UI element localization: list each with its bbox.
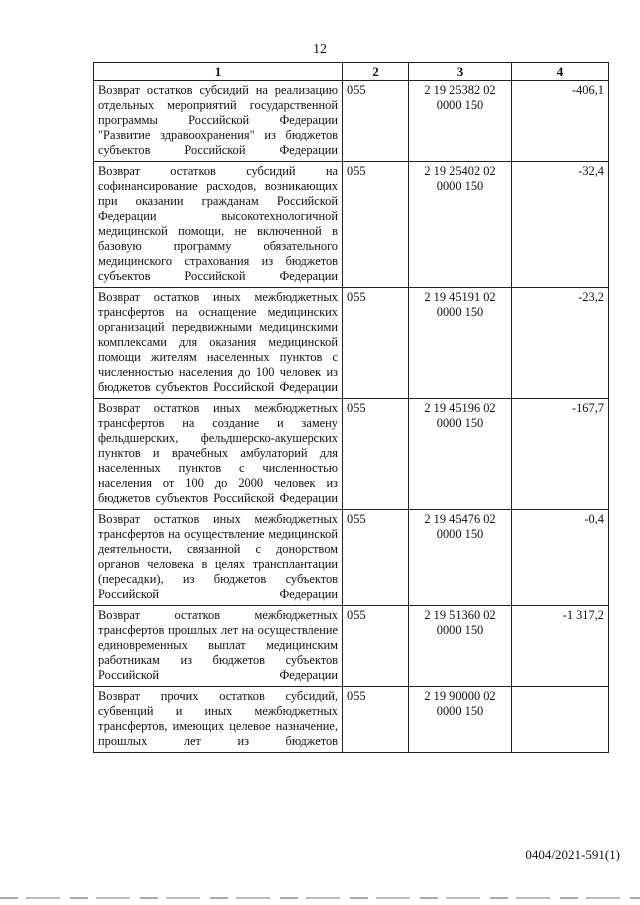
- row-amount: [512, 687, 609, 753]
- table-row: [94, 162, 609, 288]
- budget-table: [93, 62, 609, 753]
- row-name: Возврат остатков иных межбюджетных трансфертов на осуществление медицинской деятельности, связанной с донорством органов человека в целях трансплантации (пересадки), из бюджетов субъектов Российской Федерации: [94, 510, 343, 606]
- budget-code-line1: 2 19 90000 02: [424, 689, 496, 703]
- row-budget-code: [409, 288, 512, 399]
- budget-code-line1: 2 19 45191 02: [424, 290, 496, 304]
- scan-edge-artifact: [0, 897, 640, 899]
- budget-code-line1: 2 19 25402 02: [424, 164, 496, 178]
- row-amount: -23,2: [512, 288, 609, 399]
- row-amount: -167,7: [512, 399, 609, 510]
- row-admin-code: 055: [343, 288, 409, 399]
- budget-code-line2: 0000 150: [436, 179, 484, 193]
- row-budget-code: [409, 510, 512, 606]
- budget-code-line1: 2 19 51360 02: [424, 608, 496, 622]
- column-header-name: 1: [94, 63, 343, 81]
- page-number: 12: [313, 42, 327, 57]
- budget-code-line2: 0000 150: [436, 623, 484, 637]
- table-row: [94, 510, 609, 606]
- row-admin-code: 055: [343, 687, 409, 753]
- column-header-budget-code: 3: [409, 63, 512, 81]
- row-name: Возврат остатков иных межбюджетных трансфертов на создание и замену фельдшерских, фельдшерско-акушерских пунктов и врачебных амбулаторий для населенных пунктов с численностью населения от 100 до 2000 человек из бюджетов субъектов Российской Федерации: [94, 399, 343, 510]
- row-name: Возврат остатков иных межбюджетных трансфертов на оснащение медицинских организаций передвижными медицинскими комплексами для оказания медицинской помощи жителям населенных пунктов с численностью населения до 100 человек из бюджетов субъектов Российской Федерации: [94, 288, 343, 399]
- table-row: [94, 288, 609, 399]
- table-row: [94, 606, 609, 687]
- budget-code-line2: 0000 150: [436, 416, 484, 430]
- row-amount: -406,1: [512, 81, 609, 162]
- row-name: Возврат остатков субсидий на реализацию отдельных мероприятий государственной программы Российской Федерации "Развитие здравоохранения" из бюджетов субъектов Российской Федерации: [94, 81, 343, 162]
- column-header-amount: 4: [512, 63, 609, 81]
- budget-code-line1: 2 19 45196 02: [424, 401, 496, 415]
- column-header-admin-code: 2: [343, 63, 409, 81]
- table-row: [94, 687, 609, 753]
- row-admin-code: 055: [343, 162, 409, 288]
- budget-code-line2: 0000 150: [436, 704, 484, 718]
- budget-code-line2: 0000 150: [436, 527, 484, 541]
- row-budget-code: [409, 399, 512, 510]
- row-admin-code: 055: [343, 81, 409, 162]
- row-budget-code: [409, 162, 512, 288]
- row-name: Возврат прочих остатков субсидий, субвенций и иных межбюджетных трансфертов, имеющих целевое назначение, прошлых лет из бюджетов: [94, 687, 343, 753]
- row-admin-code: 055: [343, 510, 409, 606]
- row-amount: -32,4: [512, 162, 609, 288]
- row-budget-code: [409, 81, 512, 162]
- table-row: [94, 81, 609, 162]
- budget-code-line2: 0000 150: [436, 98, 484, 112]
- row-name: Возврат остатков межбюджетных трансфертов прошлых лет на осуществление единовременных выплат медицинским работникам из бюджетов субъектов Российской Федерации: [94, 606, 343, 687]
- table-header-row: [94, 63, 609, 81]
- row-admin-code: 055: [343, 399, 409, 510]
- row-budget-code: [409, 606, 512, 687]
- document-code: 0404/2021-591(1): [525, 847, 620, 862]
- row-budget-code: [409, 687, 512, 753]
- row-amount: -1 317,2: [512, 606, 609, 687]
- row-name: Возврат остатков субсидий на софинансирование расходов, возникающих при оказании гражданам Российской Федерации высокотехнологичной медицинской помощи, не включенной в базовую программу обязательного медицинского страхования из бюджетов субъектов Российской Федерации: [94, 162, 343, 288]
- budget-code-line1: 2 19 25382 02: [424, 83, 496, 97]
- table-row: [94, 399, 609, 510]
- row-amount: -0,4: [512, 510, 609, 606]
- budget-code-line2: 0000 150: [436, 305, 484, 319]
- budget-code-line1: 2 19 45476 02: [424, 512, 496, 526]
- row-admin-code: 055: [343, 606, 409, 687]
